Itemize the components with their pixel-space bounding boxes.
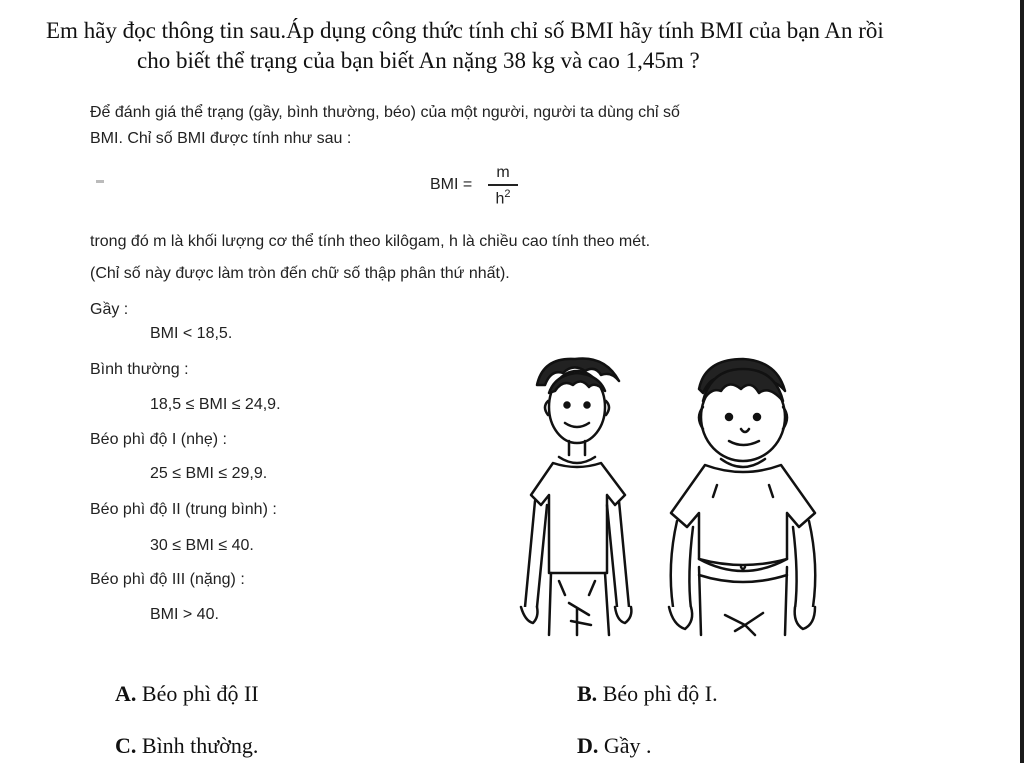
- category-label-obese-1: Béo phì độ I (nhẹ) :: [90, 431, 227, 448]
- formula-lhs: BMI =: [430, 176, 473, 193]
- boys-illustration: [515, 345, 845, 645]
- question-line-1: Em hãy đọc thông tin sau.Áp dụng công thức tính chỉ số BMI hãy tính BMI của bạn An rồi: [46, 18, 884, 43]
- answer-key-c: C.: [115, 733, 137, 758]
- passage-intro-line-1: Để đánh giá thể trạng (gầy, bình thường, béo) của một người, người ta dùng chỉ số: [90, 104, 680, 121]
- passage-note-2: (Chỉ số này được làm tròn đến chữ số thập phân thứ nhất).: [90, 265, 510, 282]
- answer-text-c: Bình thường.: [136, 733, 259, 758]
- passage-note-1: trong đó m là khối lượng cơ thể tính theo kilôgam, h là chiều cao tính theo mét.: [90, 233, 651, 250]
- category-range-obese-3: BMI > 40.: [150, 606, 219, 623]
- category-range-obese-2: 30 ≤ BMI ≤ 40.: [150, 537, 254, 554]
- category-label-underweight: Gầy :: [90, 301, 129, 318]
- overweight-boy-figure: [669, 359, 815, 635]
- formula-numerator: m: [496, 164, 510, 181]
- formula-denominator: [488, 188, 518, 208]
- formula-exponent: 2: [504, 187, 511, 200]
- category-range-obese-1: 25 ≤ BMI ≤ 29,9.: [150, 465, 268, 482]
- answer-option-d[interactable]: [577, 733, 652, 759]
- question-line-2: cho biết thể trạng của bạn biết An nặng 38 kg và cao 1,45m ?: [137, 48, 700, 73]
- category-label-obese-2: Béo phì độ II (trung bình) :: [90, 501, 277, 518]
- category-label-normal: Bình thường :: [90, 361, 189, 378]
- fraction-bar: [488, 184, 518, 186]
- category-label-obese-3: Béo phì độ III (nặng) :: [90, 571, 245, 588]
- answer-text-b: Béo phì độ I.: [597, 681, 718, 706]
- formula-denominator-base: h: [495, 189, 505, 207]
- formula-fraction: [488, 164, 518, 208]
- answer-key-a: A.: [115, 681, 137, 706]
- answer-key-b: B.: [577, 681, 598, 706]
- category-range-normal: 18,5 ≤ BMI ≤ 24,9.: [150, 396, 281, 413]
- thin-boy-figure: [521, 358, 631, 635]
- answer-key-d: D.: [577, 733, 599, 758]
- answer-option-b[interactable]: [577, 681, 718, 707]
- passage-intro-line-2: BMI. Chỉ số BMI được tính như sau :: [90, 130, 352, 147]
- answer-option-c[interactable]: [115, 733, 258, 759]
- answer-text-d: Gầy .: [598, 733, 652, 758]
- answer-text-a: Béo phì độ II: [136, 681, 259, 706]
- answer-option-a[interactable]: [115, 681, 259, 707]
- scan-speck: [96, 180, 104, 183]
- category-range-underweight: BMI < 18,5.: [150, 325, 233, 342]
